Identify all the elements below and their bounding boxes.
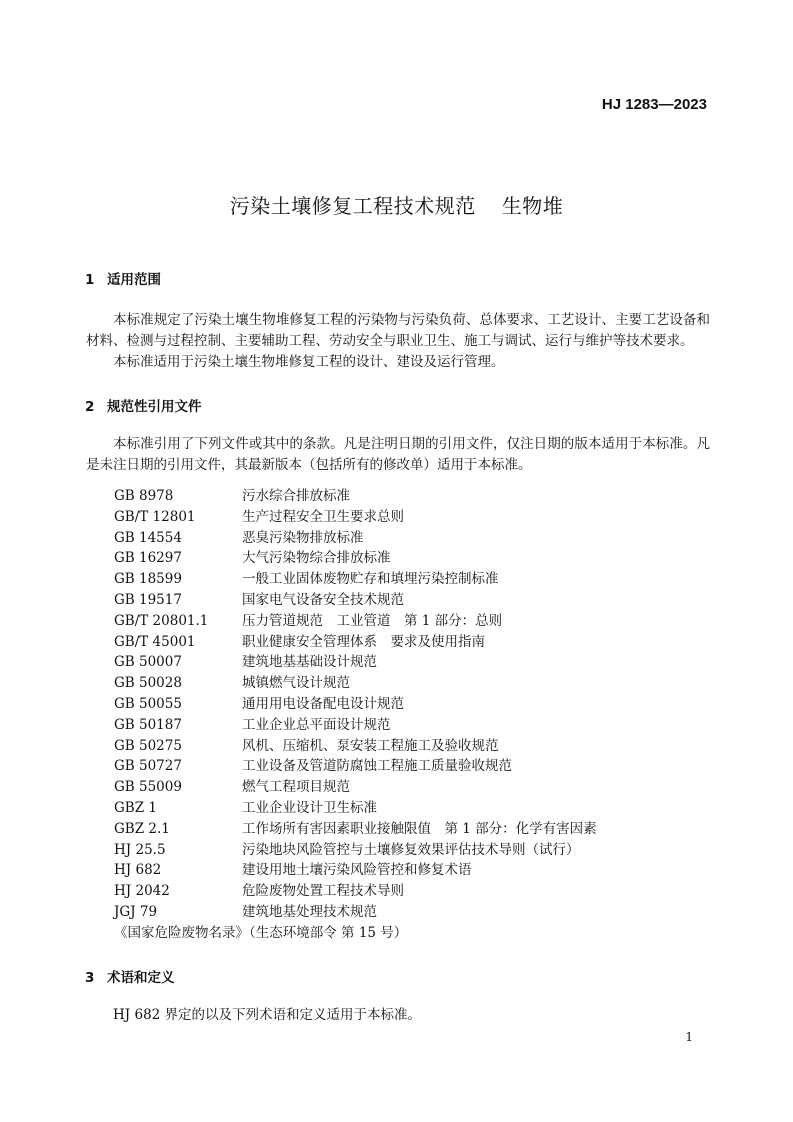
reference-code: GB 14554 — [114, 529, 182, 546]
reference-name: 国家电气设备安全技术规范 — [242, 591, 404, 608]
section-title: 规范性引用文件 — [107, 399, 202, 415]
section-1-paragraph-1: 本标准规定了污染土壤生物堆修复工程的污染物与污染负荷、总体要求、工艺设计、主要工艺设备和材料、检测与过程控制、主要辅助工程、劳动安全与职业卫生、施工与调试、运行与维护等技术要求。 — [86, 312, 710, 349]
reference-name: 通用用电设备配电设计规范 — [242, 695, 404, 712]
reference-name: 建筑地基基础设计规范 — [242, 654, 377, 671]
reference-item — [114, 590, 714, 611]
title-main: 污染土壤修复工程技术规范 — [229, 194, 476, 218]
reference-item — [114, 569, 714, 590]
reference-name: 污水综合排放标准 — [242, 488, 350, 504]
reference-item — [114, 632, 714, 653]
reference-code: GB 50187 — [114, 716, 182, 733]
reference-item — [114, 507, 714, 528]
section-1-heading — [85, 268, 161, 288]
reference-code: GB/T 20801.1 — [114, 612, 209, 629]
reference-item — [114, 736, 714, 757]
reference-name: 职业健康安全管理体系 要求及使用指南 — [242, 633, 485, 650]
reference-code: GB 50007 — [114, 654, 182, 671]
reference-name: 建筑地基处理技术规范 — [242, 903, 377, 920]
reference-code: GB 16297 — [114, 550, 182, 567]
reference-name: 恶臭污染物排放标准 — [242, 529, 364, 546]
reference-item — [114, 486, 714, 507]
reference-item — [114, 694, 714, 715]
reference-item — [114, 611, 714, 632]
reference-code: GB 19517 — [114, 591, 182, 608]
reference-name: 污染地块风险管控与土壤修复效果评估技术导则（试行） — [242, 841, 580, 858]
section-title: 适用范围 — [107, 272, 161, 288]
reference-code: GB 50727 — [114, 758, 182, 775]
section-2-heading — [85, 395, 202, 415]
reference-code: GB/T 12801 — [114, 508, 196, 525]
standard-code: HJ 1283—2023 — [601, 96, 707, 113]
section-3-paragraph-1: HJ 682 界定的以及下列术语和定义适用于本标准。 — [113, 1007, 422, 1023]
section-number: 2 — [85, 399, 95, 415]
reference-list — [114, 486, 714, 944]
reference-item — [114, 798, 714, 819]
reference-code: GBZ 1 — [114, 799, 157, 816]
section-number: 1 — [85, 272, 95, 288]
reference-item — [114, 673, 714, 694]
reference-code: GB 55009 — [114, 779, 182, 796]
reference-item — [114, 652, 714, 673]
reference-item — [114, 881, 714, 902]
reference-code: GBZ 2.1 — [114, 820, 170, 837]
reference-name: 工业企业设计卫生标准 — [242, 799, 377, 816]
reference-item — [114, 860, 714, 881]
reference-name: 一般工业固体废物贮存和填埋污染控制标准 — [242, 571, 499, 588]
reference-code: GB 18599 — [114, 571, 182, 588]
reference-code: GB/T 45001 — [114, 633, 196, 650]
reference-name: 工业企业总平面设计规范 — [242, 716, 391, 733]
page-number: 1 — [685, 1030, 693, 1044]
reference-code: HJ 25.5 — [114, 841, 166, 858]
reference-name: 生产过程安全卫生要求总则 — [242, 508, 404, 525]
reference-item — [114, 819, 714, 840]
reference-name: 城镇燃气设计规范 — [242, 675, 350, 692]
reference-code: GB 50275 — [114, 737, 182, 754]
reference-item — [114, 715, 714, 736]
extra-reference: 《国家危险废物名录》（生态环境部令 第 15 号） — [114, 924, 408, 941]
reference-name: 压力管道规范 工业管道 第 1 部分：总则 — [242, 612, 503, 629]
reference-code: GB 50055 — [114, 695, 182, 712]
reference-item — [114, 777, 714, 798]
reference-code: JGJ 79 — [114, 903, 158, 920]
reference-name: 危险废物处置工程技术导则 — [242, 883, 404, 900]
reference-code: HJ 682 — [114, 862, 162, 879]
reference-name: 大气污染物综合排放标准 — [242, 550, 391, 567]
reference-name: 工业设备及管道防腐蚀工程施工质量验收规范 — [242, 758, 512, 775]
reference-name: 建设用地土壤污染风险管控和修复术语 — [242, 862, 472, 879]
reference-name: 工作场所有害因素职业接触限值 第 1 部分：化学有害因素 — [242, 820, 597, 837]
section-title: 术语和定义 — [107, 970, 175, 986]
section-3-heading — [85, 966, 175, 986]
title-sub: 生物堆 — [501, 194, 564, 218]
reference-code: HJ 2042 — [114, 883, 170, 900]
reference-code: GB 50028 — [114, 675, 182, 692]
reference-item — [114, 756, 714, 777]
document-title — [0, 190, 793, 219]
reference-item — [114, 548, 714, 569]
reference-item — [114, 902, 714, 923]
reference-item — [114, 528, 714, 549]
reference-item — [114, 840, 714, 861]
reference-name: 燃气工程项目规范 — [242, 779, 350, 796]
reference-code: GB 8978 — [114, 488, 174, 504]
section-1-paragraph-2: 本标准适用于污染土壤生物堆修复工程的设计、建设及运行管理。 — [113, 354, 505, 370]
section-2-paragraph-1: 本标准引用了下列文件或其中的条款。凡是注明日期的引用文件，仅注日期的版本适用于本标准。凡是未注日期的引用文件，其最新版本（包括所有的修改单）适用于本标准。 — [86, 436, 710, 473]
section-number: 3 — [85, 970, 95, 986]
reference-name: 风机、压缩机、泵安装工程施工及验收规范 — [242, 737, 499, 754]
